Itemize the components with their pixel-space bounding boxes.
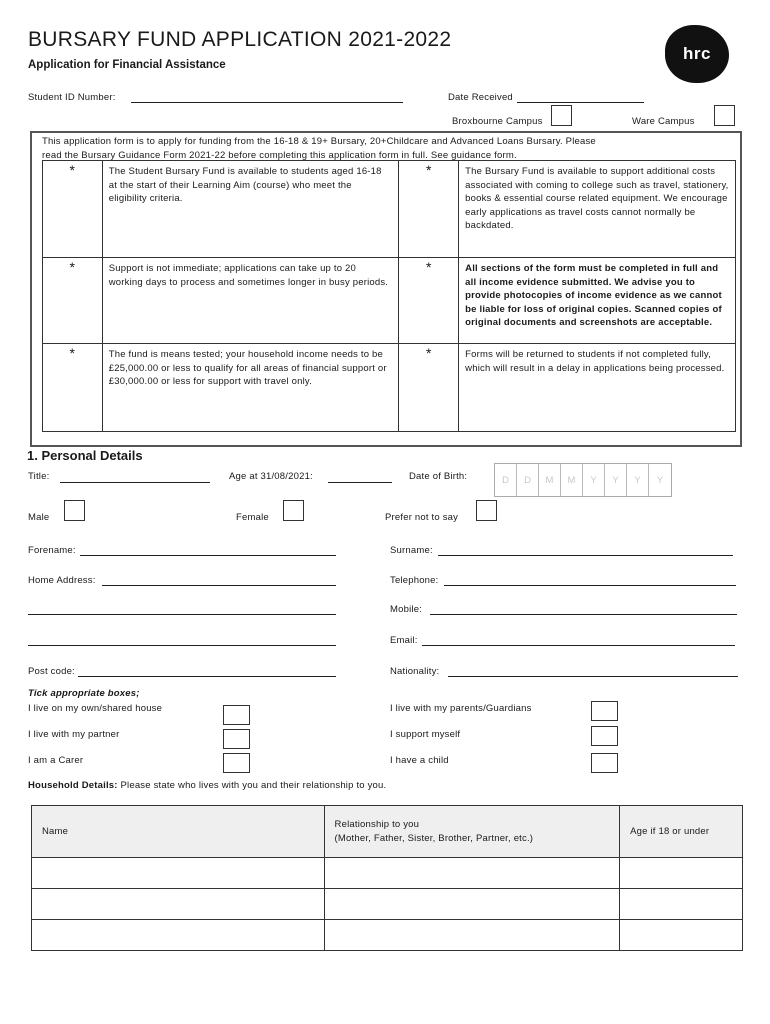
bullet-icon: *: [43, 258, 103, 344]
home-address-field-1[interactable]: [102, 585, 336, 586]
support-myself-checkbox[interactable]: [591, 726, 618, 746]
household-relationship-cell[interactable]: [324, 920, 620, 951]
dob-year-digit-3[interactable]: Y: [627, 464, 649, 496]
telephone-field[interactable]: [444, 585, 736, 586]
dob-year-digit-2[interactable]: Y: [605, 464, 627, 496]
telephone-label: Telephone:: [390, 575, 439, 586]
household-age-cell[interactable]: [620, 889, 743, 920]
nationality-label: Nationality:: [390, 666, 440, 677]
bullet-icon: *: [399, 258, 459, 344]
household-relationship-cell[interactable]: [324, 889, 620, 920]
form-title: BURSARY FUND APPLICATION 2021-2022: [28, 28, 452, 51]
postcode-label: Post code:: [28, 666, 75, 677]
dob-month-digit-1[interactable]: M: [539, 464, 561, 496]
broxbourne-campus-label: Broxbourne Campus: [452, 116, 543, 127]
date-received-field[interactable]: [517, 102, 644, 103]
email-field[interactable]: [422, 645, 735, 646]
table-row: [32, 889, 743, 920]
household-age-cell[interactable]: [620, 920, 743, 951]
support-myself-label: I support myself: [390, 729, 461, 740]
forename-label: Forename:: [28, 545, 76, 556]
home-address-field-3[interactable]: [28, 645, 336, 646]
student-id-field[interactable]: [131, 102, 403, 103]
guidance-note: The fund is means tested; your household income needs to be £25,000.00 or less to qualify for all areas of financial support or £30,000.00 or less for support with travel only.: [102, 344, 399, 432]
bullet-icon: *: [43, 161, 103, 258]
own-house-checkbox[interactable]: [223, 705, 250, 725]
with-partner-checkbox[interactable]: [223, 729, 250, 749]
guidance-note: The Bursary Fund is available to support additional costs associated with coming to college such as travel, stationery, books & essential course related equipment. We encourage early applications as travel costs cannot normally be backdated.: [459, 161, 736, 258]
student-id-label: Student ID Number:: [28, 92, 116, 103]
household-relationship-cell[interactable]: [324, 858, 620, 889]
age-label: Age at 31/08/2021:: [229, 471, 313, 482]
dob-year-digit-1[interactable]: Y: [583, 464, 605, 496]
bullet-icon: *: [43, 344, 103, 432]
female-label: Female: [236, 512, 269, 523]
household-details-heading: [28, 780, 386, 791]
email-label: Email:: [390, 635, 418, 646]
nationality-field[interactable]: [448, 676, 738, 677]
col-age-header: Age if 18 or under: [620, 806, 743, 858]
guidance-table: [42, 160, 736, 432]
hrc-logo: hrc: [665, 25, 729, 83]
broxbourne-campus-checkbox[interactable]: [551, 105, 572, 126]
ware-campus-checkbox[interactable]: [714, 105, 735, 126]
date-received-label: Date Received: [448, 92, 513, 103]
prefer-not-to-say-label: Prefer not to say: [385, 512, 459, 523]
guidance-note-important: All sections of the form must be completed in full and all income evidence submitted. We advise you to provide photocopies of income evidence as we cannot be liable for loss of original copies. Scanned copies of original documents and screenshots are acceptable.: [459, 258, 736, 344]
household-age-cell[interactable]: [620, 858, 743, 889]
table-row: [32, 858, 743, 889]
have-child-label: I have a child: [390, 755, 449, 766]
table-header-row: [32, 806, 743, 858]
household-table: [31, 805, 743, 951]
household-name-cell[interactable]: [32, 858, 325, 889]
with-partner-label: I live with my partner: [28, 729, 120, 740]
ware-campus-label: Ware Campus: [632, 116, 695, 127]
mobile-field[interactable]: [430, 614, 737, 615]
with-parents-label: I live with my parents/Guardians: [390, 703, 532, 714]
household-details-instruction: Please state who lives with you and their relationship to you.: [120, 780, 387, 791]
dob-year-digit-4[interactable]: Y: [656, 474, 664, 486]
home-address-field-2[interactable]: [28, 614, 336, 615]
col-relationship-examples: (Mother, Father, Sister, Brother, Partner, etc.): [334, 832, 534, 844]
dob-input-group[interactable]: [494, 463, 672, 497]
forename-field[interactable]: [80, 555, 336, 556]
guidance-intro: [42, 135, 682, 162]
form-subtitle: Application for Financial Assistance: [28, 59, 226, 71]
own-house-label: I live on my own/shared house: [28, 703, 163, 714]
guidance-note: Forms will be returned to students if not completed fully, which will result in a delay in applications being processed.: [459, 344, 736, 432]
bullet-icon: *: [399, 344, 459, 432]
guidance-intro-line-1: This application form is to apply for funding from the 16-18 & 19+ Bursary, 20+Childcare and Advanced Loans Bursary. Please: [42, 136, 596, 147]
have-child-checkbox[interactable]: [591, 753, 618, 773]
carer-label: I am a Carer: [28, 755, 84, 766]
prefer-not-to-say-checkbox[interactable]: [476, 500, 497, 521]
col-relationship-title: Relationship to you: [334, 818, 420, 830]
title-label: Title:: [28, 471, 50, 482]
mobile-label: Mobile:: [390, 604, 423, 615]
household-name-cell[interactable]: [32, 889, 325, 920]
dob-label: Date of Birth:: [409, 471, 468, 482]
tick-boxes-heading: Tick appropriate boxes;: [28, 688, 140, 699]
surname-field[interactable]: [438, 555, 733, 556]
male-label: Male: [28, 512, 50, 523]
carer-checkbox[interactable]: [223, 753, 250, 773]
female-checkbox[interactable]: [283, 500, 304, 521]
guidance-note: Support is not immediate; applications can take up to 20 working days to process and sometimes longer in busy periods.: [102, 258, 399, 344]
guidance-intro-line-2: read the Bursary Guidance Form 2021-22 before completing this application form in full. See guidance form.: [42, 149, 517, 161]
surname-label: Surname:: [390, 545, 433, 556]
home-address-label: Home Address:: [28, 575, 96, 586]
title-field[interactable]: [60, 482, 210, 483]
bullet-icon: *: [399, 161, 459, 258]
with-parents-checkbox[interactable]: [591, 701, 618, 721]
personal-details-heading: 1. Personal Details: [27, 448, 143, 463]
male-checkbox[interactable]: [64, 500, 85, 521]
guidance-note: The Student Bursary Fund is available to students aged 16-18 at the start of their Learning Aim (course) who meet the eligibility criteria.: [102, 161, 399, 258]
household-name-cell[interactable]: [32, 920, 325, 951]
household-details-title: Household Details:: [28, 780, 118, 791]
col-name-header: Name: [32, 806, 325, 858]
col-relationship-header: [324, 806, 620, 858]
dob-day-digit-2[interactable]: D: [517, 464, 539, 496]
table-row: [32, 920, 743, 951]
dob-day-digit-1[interactable]: D: [495, 464, 517, 496]
postcode-field[interactable]: [78, 676, 336, 677]
dob-month-digit-2[interactable]: M: [561, 464, 583, 496]
age-field[interactable]: [328, 482, 392, 483]
